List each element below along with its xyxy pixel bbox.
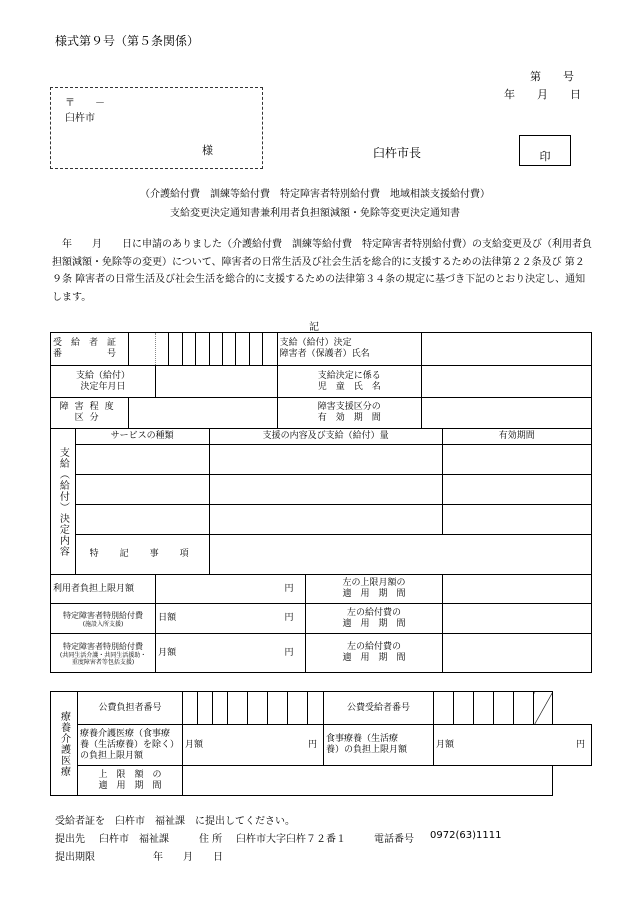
meal-monthly-label: 月額 <box>436 739 455 750</box>
limit-period-value <box>442 575 592 604</box>
special-benefit-1-amount <box>156 604 306 634</box>
payer-number-label: 公費負担者番号 <box>78 692 183 725</box>
address-label: 住 所 <box>199 834 223 845</box>
monthly-yen: 円 <box>284 647 294 658</box>
col-support-content: 支援の内容及び支給（給付）量 <box>209 429 442 445</box>
care-limit-label: 療養介護医療（食事療 養（生活療養）を除く） の負担上限月額 <box>78 725 183 766</box>
support-class-value <box>421 398 591 429</box>
medical-care-table <box>50 691 592 796</box>
meal-yen: 円 <box>575 739 585 750</box>
limit-period-value <box>183 766 553 796</box>
issuer: 臼杵市長 <box>373 146 422 160</box>
address-box <box>50 87 263 169</box>
deadline-label: 提出期限 <box>55 852 95 863</box>
office-address: 臼杵市大字臼杵７２番１ <box>236 834 346 845</box>
document-number: 第 号 <box>530 70 574 83</box>
benefit-period-2-value <box>442 634 592 673</box>
decided-person-label: 支給（給付）決定 障害者（保護者）氏名 <box>277 333 421 366</box>
burden-limit-yen: 円 <box>156 575 306 604</box>
support-class-label: 障害支援区分の 有 効 期 間 <box>277 398 421 429</box>
phone-label: 電話番号 <box>374 834 414 845</box>
phone-number: 0972(63)1111 <box>430 830 502 841</box>
monthly-label: 月額 <box>158 647 177 658</box>
daily-label: 日額 <box>158 613 177 623</box>
meal-limit-label: 食事療養（生活療 養）の負担上限月額 <box>324 725 434 766</box>
benefit-period-1-label: 左の給付費の 適 用 期 間 <box>306 604 442 634</box>
special-benefit-2-amount <box>156 634 306 673</box>
child-name-label: 支給決定に係る 児 童 氏 名 <box>277 366 421 398</box>
submit-to: 臼杵市 福祉課 <box>99 834 169 845</box>
col-valid-period: 有効期間 <box>442 429 592 445</box>
decision-date-value <box>156 366 278 398</box>
special-benefit-2-label: 特定障害者特別給付費 (共同生活介護・共同生活援助・ 重度障害者等包括支援) <box>51 634 156 673</box>
decision-content-label: 支給（給付）決定内容 <box>51 429 76 575</box>
footer-instruction: 受給者証を 臼杵市 福祉課 に提出してください。 <box>55 816 295 827</box>
special-benefit-1-label: 特定障害者特別給付費 (施設入所支援) <box>51 604 156 634</box>
benefit-period-2-label: 左の給付費の 適 用 期 間 <box>306 634 442 673</box>
care-monthly-label: 月額 <box>185 739 204 750</box>
seal-box <box>519 135 571 166</box>
benefit-period-1-value <box>442 604 592 634</box>
burden-limit-label: 利用者負担上限月額 <box>51 575 156 604</box>
deadline-date: 年 月 日 <box>153 852 223 863</box>
cert-number-label: 受 給 者 証 番 号 <box>51 333 129 366</box>
seal-label: 印 <box>539 150 551 163</box>
meal-limit-amount <box>434 725 592 766</box>
ki: 記 <box>309 322 319 333</box>
remarks-value <box>209 535 591 575</box>
recipient-number-label: 公費受給者番号 <box>324 692 434 725</box>
limit-period-label: 左の上限月額の 適 用 期 間 <box>306 575 442 604</box>
title-line2: 支給変更決定通知書兼利用者負担額減額・免除等変更決定通知書 <box>170 208 460 219</box>
disability-level-value <box>129 398 277 429</box>
remarks-label: 特 記 事 項 <box>75 535 209 575</box>
care-yen: 円 <box>307 739 317 750</box>
col-service-type: サービスの種類 <box>75 429 209 445</box>
document-date: 年 月 日 <box>504 88 581 101</box>
limit-period-label: 上 限 額 の 適 用 期 間 <box>78 766 183 796</box>
postal-code: 〒 － <box>65 98 105 109</box>
medical-care-label: 療養介護医療 <box>51 692 78 796</box>
title-line1: （介護給付費 訓練等給付費 特定障害者特別給付費 地域相談支援給付費） <box>140 189 490 200</box>
submit-to-label: 提出先 <box>55 834 85 845</box>
decision-date-label: 支給（給付） 決定年月日 <box>51 366 156 398</box>
child-name-value <box>421 366 591 398</box>
address-city: 臼杵市 <box>65 113 95 124</box>
disability-level-label: 障害程度 区分 <box>51 398 129 429</box>
care-limit-amount <box>183 725 324 766</box>
decided-person-value <box>421 333 591 366</box>
addressee-honorific: 様 <box>202 144 213 157</box>
body-text: 年 月 日に申請のありました（介護給付費 訓練等給付費 特定障害者特別給付費）の支給変更及び（利用者負担額減額・免除等の変更）について、障害者の日常生活及び社会生活を総合的に支援するための法律第２２条及び 第２９条 障害者の日常生活及び社会生活を総合的に支援するための法律第３４条の規定に基づき下記のとおり決定し、通知します。 <box>52 239 592 303</box>
daily-yen: 円 <box>284 613 294 623</box>
decision-table <box>50 332 592 673</box>
form-number: 様式第９号（第５条関係） <box>55 34 200 48</box>
